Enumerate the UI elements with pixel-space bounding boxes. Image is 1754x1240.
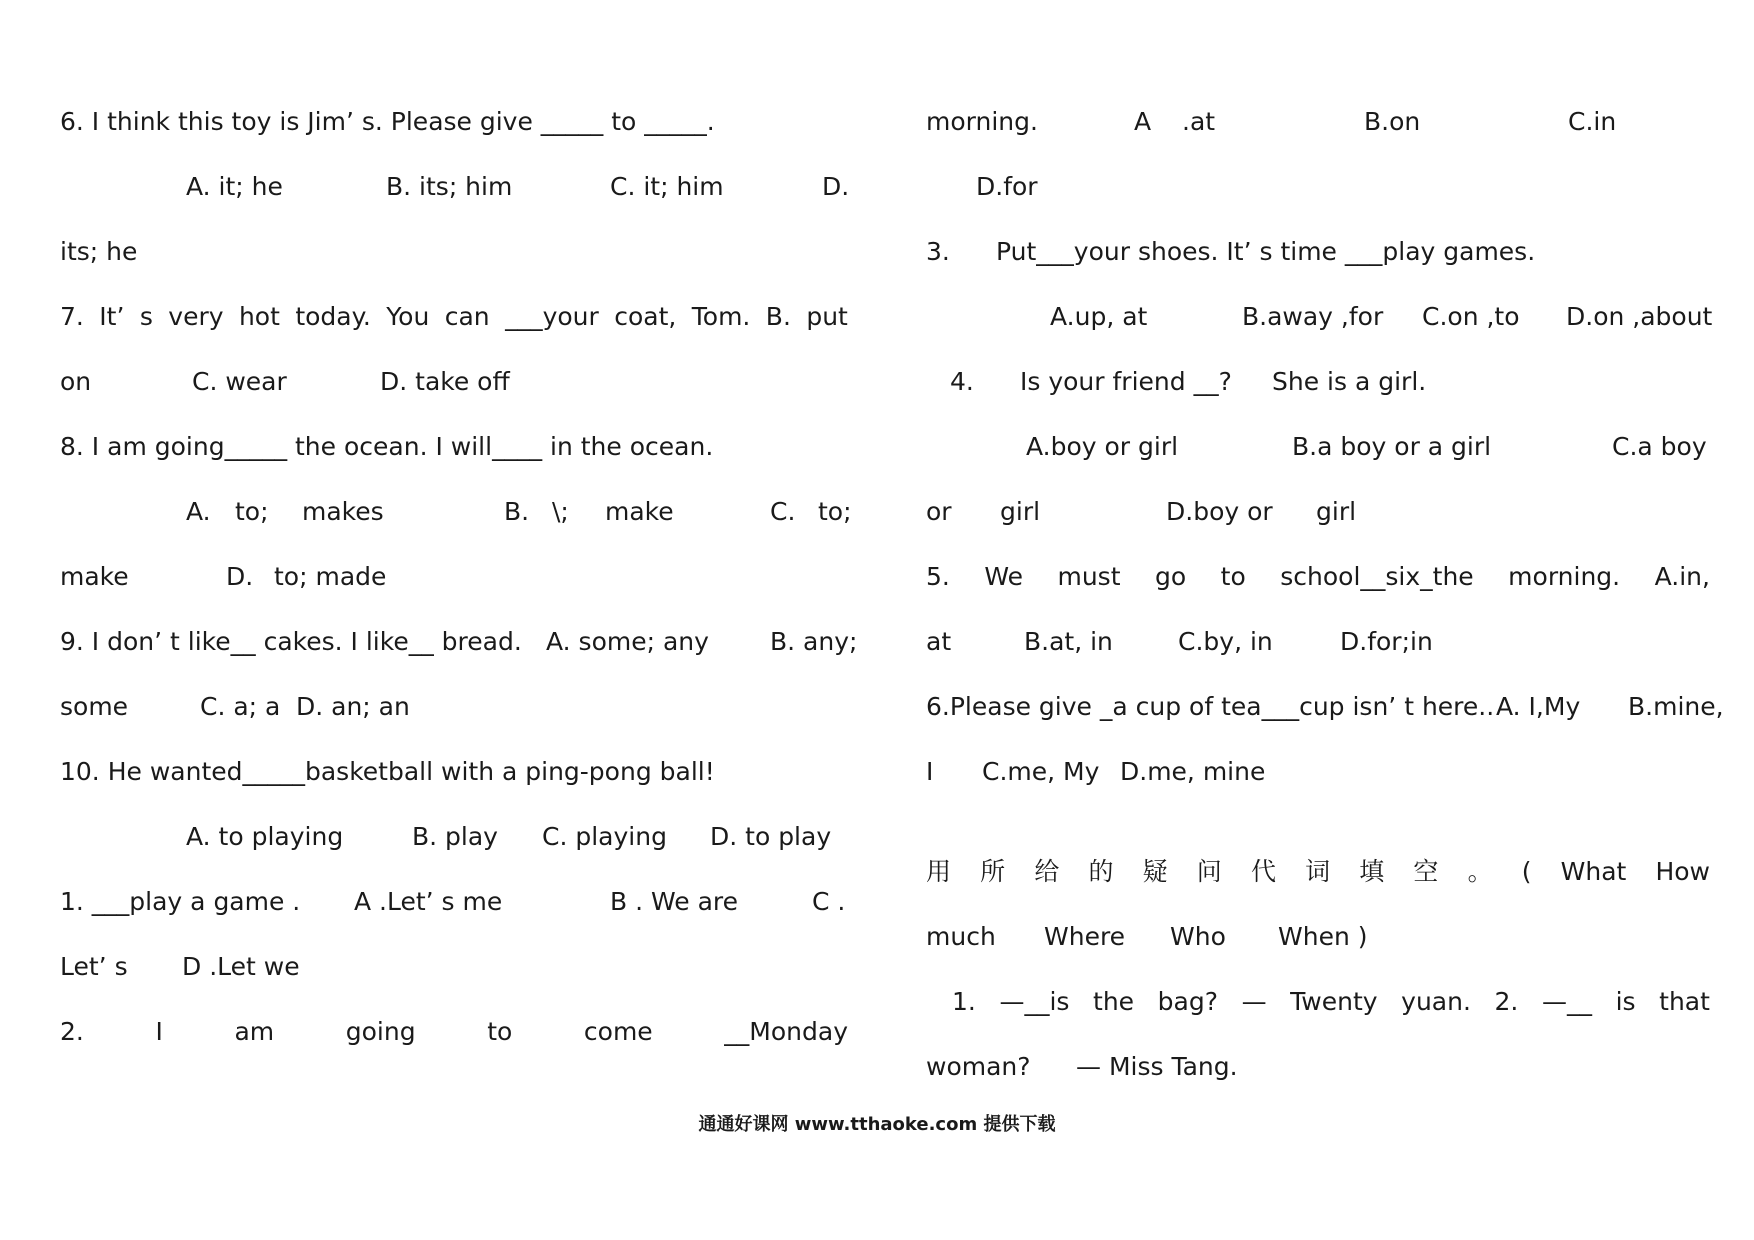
r4-stem: Is your friend __?	[1020, 367, 1232, 396]
q7-word: 7.	[60, 302, 84, 331]
q6-option-d-value: its; he	[60, 237, 138, 266]
q7-option-b-cont: on	[60, 367, 92, 396]
q8-option-d: D.	[226, 562, 254, 591]
r6-line	[0, 690, 1754, 724]
q8-option-c-cont: make	[60, 562, 129, 591]
q10-option-a: A. to playing	[186, 822, 344, 851]
p2-word: 2.	[60, 1017, 84, 1046]
heading-word: How	[1655, 857, 1710, 886]
q9-option-a: A. some; any	[546, 627, 709, 656]
f1-word: 1.	[952, 987, 976, 1016]
r6-option-c: C.me, My	[982, 757, 1100, 786]
f1-word: Twenty	[1290, 987, 1378, 1016]
r2-option-a-value: .at	[1182, 107, 1216, 136]
r3-option-d: D.on ,about	[1566, 302, 1713, 331]
q6-options	[0, 170, 900, 204]
r4-line	[0, 365, 1754, 399]
q10-option-c: C. playing	[542, 822, 667, 851]
q7-word: You	[386, 302, 430, 331]
q10-options	[0, 820, 900, 854]
r4-options-cont	[0, 495, 1754, 529]
section-heading	[926, 855, 1710, 889]
heading-word: Who	[1170, 922, 1226, 951]
r6-option-b: B.mine,	[1628, 692, 1724, 721]
q7-word: It’	[99, 302, 125, 331]
f2-word: woman?	[926, 1052, 1031, 1081]
r5-word: We	[984, 562, 1023, 591]
p2-word: come	[583, 1017, 653, 1046]
r4-option-a: A.boy or girl	[1026, 432, 1179, 461]
r2-option-a: A	[1134, 107, 1152, 136]
q7-option-b-letter: B.	[765, 302, 791, 331]
r5-options	[0, 625, 1754, 659]
r6-stem: 6.Please give _a cup of tea___cup isn’ t here..	[926, 692, 1495, 721]
r5-word: to	[1220, 562, 1246, 591]
heading-char: 的	[1088, 857, 1114, 886]
p2-word: I	[155, 1017, 163, 1046]
q8-option-b-value: \;	[552, 497, 569, 526]
q8-option-d-value: to; made	[274, 562, 387, 591]
q10-option-d: D. to play	[710, 822, 832, 851]
q9-option-d: D. an; an	[296, 692, 410, 721]
r6-option-b-cont: I	[926, 757, 934, 786]
f2-answer: — Miss Tang.	[1076, 1052, 1238, 1081]
heading-char: 用	[926, 857, 952, 886]
q7-word: very	[168, 302, 224, 331]
q6-option-b: B. its; him	[386, 172, 513, 201]
q7-word: Tom.	[691, 302, 751, 331]
p1-option-d: D .Let we	[182, 952, 300, 981]
q8-option-a-value: to;	[235, 497, 269, 526]
q6-stem: 6. I think this toy is Jim’ s. Please give _____ to _____.	[60, 107, 715, 136]
q8-options-cont	[0, 560, 900, 594]
r3-option-c: C.on ,to	[1422, 302, 1520, 331]
q8-option-a: A.	[186, 497, 211, 526]
r3-option-a: A.up, at	[1050, 302, 1148, 331]
q7-option-d: D. take off	[380, 367, 510, 396]
page-footer: 通通好课网 www.tthaoke.com 提供下载	[698, 1114, 1056, 1135]
p2-stem	[60, 1015, 848, 1049]
heading-char: 问	[1196, 857, 1222, 886]
r4-options	[0, 430, 1754, 464]
r3-option-b: B.away ,for	[1242, 302, 1384, 331]
q7-word: ___your	[505, 302, 599, 331]
p1-option-c-cont: Let’ s	[60, 952, 128, 981]
q7-word: today.	[295, 302, 371, 331]
heading-char: 给	[1034, 857, 1060, 886]
r2-option-c: C.in	[1568, 107, 1617, 136]
q8-stem: 8. I am going_____ the ocean. I will____ in the ocean.	[60, 432, 714, 461]
q9-option-b: B. any;	[770, 627, 858, 656]
r5-option-b: B.at, in	[1024, 627, 1113, 656]
q8-option-b: B.	[504, 497, 530, 526]
heading-word: What	[1560, 857, 1627, 886]
q7-word: s	[139, 302, 153, 331]
r5-option-a: A.in,	[1654, 562, 1710, 591]
p1-option-a: A .Let’ s me	[354, 887, 503, 916]
p2-word: to	[487, 1017, 513, 1046]
r5-option-a-cont: at	[926, 627, 952, 656]
r6-option-d: D.me, mine	[1120, 757, 1266, 786]
r2-option-b: B.on	[1364, 107, 1421, 136]
f2-number: 2.	[1494, 987, 1519, 1016]
p1-option-b: B . We are	[610, 887, 739, 916]
f1-line	[952, 985, 1710, 1019]
heading-char: 填	[1359, 857, 1385, 886]
q8-option-c: C.	[770, 497, 796, 526]
q10-option-b: B. play	[412, 822, 498, 851]
r5-word: go	[1154, 562, 1187, 591]
f2-word: —__	[1541, 987, 1592, 1016]
r4-option-b: B.a boy or a girl	[1292, 432, 1492, 461]
f2-word: is	[1615, 987, 1636, 1016]
r4-number: 4.	[950, 367, 974, 396]
f1-word: —	[1241, 987, 1267, 1016]
heading-char: 词	[1305, 857, 1331, 886]
r4-answer: She is a girl.	[1272, 367, 1427, 396]
r3-stem: Put___your shoes. It’ s time ___play games.	[996, 237, 1536, 266]
heading-char: (	[1521, 857, 1532, 886]
r3-line	[0, 235, 1754, 269]
p1-options-cont	[0, 950, 900, 984]
p2-word: am	[234, 1017, 275, 1046]
q7-word: coat,	[614, 302, 677, 331]
q7-word: can	[444, 302, 490, 331]
heading-word: much	[926, 922, 996, 951]
q7-word: hot	[238, 302, 280, 331]
f2-cont	[0, 1050, 1754, 1084]
f1-word: —__is	[999, 987, 1070, 1016]
r4-option-c: C.a boy	[1612, 432, 1707, 461]
q6-option-a: A. it; he	[186, 172, 283, 201]
heading-char: 空	[1413, 857, 1439, 886]
r5-option-d: D.for;in	[1340, 627, 1433, 656]
f1-word: the	[1093, 987, 1135, 1016]
r5-option-c: C.by, in	[1178, 627, 1273, 656]
r5-word: 5.	[926, 562, 950, 591]
p2-word: __Monday	[724, 1017, 848, 1046]
p2-word: going	[345, 1017, 416, 1046]
q6-option-d: D.	[822, 172, 850, 201]
q8-option-c-value: to;	[818, 497, 852, 526]
f1-word: bag?	[1157, 987, 1218, 1016]
heading-word: Where	[1044, 922, 1126, 951]
heading-char: 代	[1250, 857, 1276, 886]
q8-option-b-value: make	[605, 497, 674, 526]
p1-stem: 1. ___play a game .	[60, 887, 301, 916]
heading-char: 。	[1467, 857, 1493, 886]
r4-option-d-cont: girl	[1316, 497, 1357, 526]
q7-word: put	[806, 302, 848, 331]
heading-word: When )	[1278, 922, 1368, 951]
r5-word: morning.	[1508, 562, 1621, 591]
q10-stem: 10. He wanted_____basketball with a ping-pong ball!	[60, 757, 715, 786]
r2-cont-word: morning.	[926, 107, 1038, 136]
heading-char: 所	[980, 857, 1006, 886]
p1-line	[0, 885, 900, 919]
q8-option-a-value: makes	[302, 497, 384, 526]
r5-word: must	[1057, 562, 1121, 591]
r4-option-c-cont: girl	[1000, 497, 1041, 526]
r6-option-a: A. I,My	[1496, 692, 1581, 721]
r4-option-c-cont: or	[926, 497, 952, 526]
r5-stem	[926, 560, 1710, 594]
q9-option-c: C. a; a	[200, 692, 281, 721]
f2-word: that	[1659, 987, 1710, 1016]
q6-option-c: C. it; him	[610, 172, 724, 201]
r3-options	[0, 300, 1754, 334]
q9-option-b-cont: some	[60, 692, 129, 721]
r6-options-cont	[0, 755, 1754, 789]
heading-char: 疑	[1142, 857, 1168, 886]
section-heading-cont	[0, 920, 1754, 954]
q7-option-c: C. wear	[192, 367, 287, 396]
r3-number: 3.	[926, 237, 950, 266]
r2-option-d: D.for	[976, 172, 1038, 201]
f1-word: yuan.	[1401, 987, 1471, 1016]
r5-word: school__six_the	[1280, 562, 1474, 591]
r4-option-d: D.boy or	[1166, 497, 1273, 526]
r2-cont-line	[0, 105, 1754, 139]
q9-stem: 9. I don’ t like__ cakes. I like__ bread.	[60, 627, 522, 656]
p1-option-c: C .	[812, 887, 846, 916]
